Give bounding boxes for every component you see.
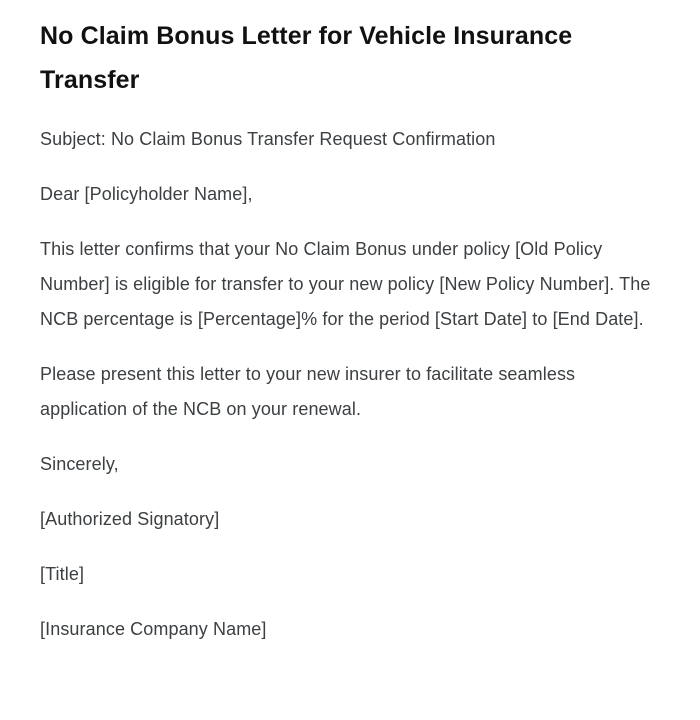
signatory-title-placeholder: [Title] [40, 564, 85, 584]
salutation: Dear [Policyholder Name], [40, 184, 253, 204]
body-paragraph-confirmation: This letter confirms that your No Claim Bonus under policy [Old Policy Number] is eligible for transfer to your new policy [New Policy Number]. The NCB percentage is [Percentage]% for the period [Start Date] to [End Date]. [40, 239, 651, 329]
closing: Sincerely, [40, 454, 119, 474]
page-title: No Claim Bonus Letter for Vehicle Insurance Transfer [40, 22, 573, 94]
subject-line: Subject: No Claim Bonus Transfer Request Confirmation [40, 129, 496, 149]
signatory-placeholder: [Authorized Signatory] [40, 509, 220, 529]
company-name-placeholder: [Insurance Company Name] [40, 619, 267, 639]
body-paragraph-instruction: Please present this letter to your new insurer to facilitate seamless application of the NCB on your renewal. [40, 364, 576, 419]
